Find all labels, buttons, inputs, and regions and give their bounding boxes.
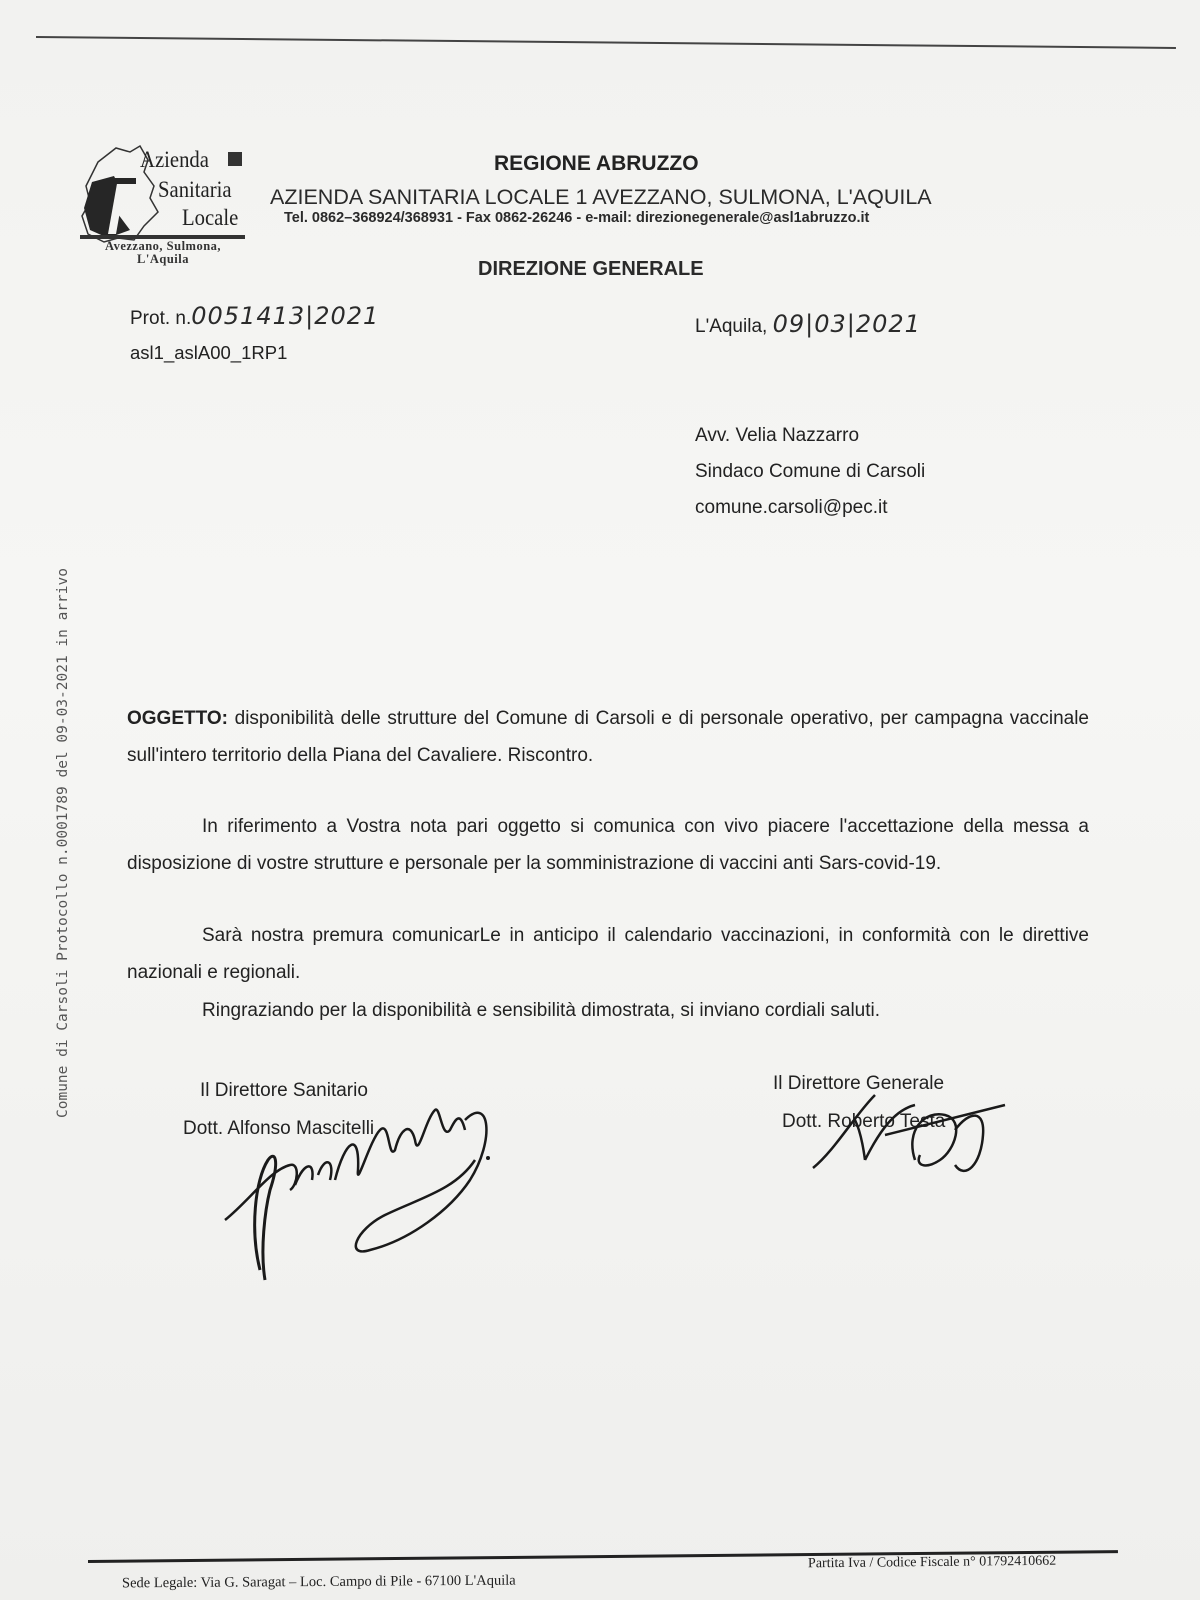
letterhead-region: REGIONE ABRUZZO [494, 152, 699, 175]
protocol-code: asl1_aslA00_1RP1 [130, 342, 288, 363]
logo-text-locale: Locale [182, 205, 239, 230]
body-paragraph: Sarà nostra premura comunicarLe in anticipo il calendario vaccinazioni, in conformità con le direttive nazionali e regionali. [127, 925, 1089, 983]
side-protocol-stamp: Comune di Carsoli Protocollo n.0001789 del 09-03-2021 in arrivo [55, 568, 71, 1118]
recipient-email: comune.carsoli@pec.it [695, 497, 888, 518]
subject-text: disponibilità delle strutture del Comune di Carsoli e di personale operativo, per campagna vaccinale sull'intero territorio della Piana del Cavaliere. Riscontro. [127, 708, 1089, 766]
protocol-number-handwritten: 0051413|2021 [191, 302, 380, 330]
protocol-label: Prot. n. [130, 308, 192, 329]
body-paragraph: Ringraziando per la disponibilità e sensibilità dimostrata, si inviano cordiali saluti. [202, 1000, 881, 1021]
recipient-name: Avv. Velia Nazzarro [695, 425, 860, 446]
date-place: L'Aquila, [695, 316, 768, 337]
logo-subtitle [78, 240, 248, 266]
asl-logo [78, 142, 258, 272]
protocol-number [130, 302, 379, 330]
left-handwritten-signature [220, 1100, 510, 1290]
logo-subtitle-line2: L'Aquila [137, 252, 189, 267]
letterhead-azienda: AZIENDA SANITARIA LOCALE 1 AVEZZANO, SULMONA, L'AQUILA [270, 185, 932, 209]
logo-text-azienda: Azienda [140, 147, 209, 172]
top-rule [36, 36, 1176, 49]
footer-vat: Partita Iva / Codice Fiscale n° 01792410662 [807, 1553, 1057, 1572]
letter-date [695, 310, 921, 338]
recipient-role: Sindaco Comune di Carsoli [695, 461, 926, 482]
subject-line [127, 700, 1089, 774]
right-handwritten-signature [805, 1090, 1015, 1200]
letterhead-contacts: Tel. 0862–368924/368931 - Fax 0862-26246 - e-mail: direzionegenerale@asl1abruzzo.it [284, 210, 870, 226]
letterhead-department: DIREZIONE GENERALE [478, 258, 704, 280]
subject-label: OGGETTO: [127, 708, 228, 729]
body-paragraph: In riferimento a Vostra nota pari oggetto si comunica con vivo piacere l'accettazione della messa a disposizione di vostre strutture e personale per la somministrazione di vaccini anti Sars-covid-19. [127, 816, 1089, 874]
logo-text-sanitaria: Sanitaria [158, 177, 232, 202]
date-handwritten: 09|03|2021 [772, 310, 921, 338]
logo-subtitle-line1: Avezzano, Sulmona, [104, 239, 222, 253]
right-signatory-title: Il Direttore Generale [773, 1073, 945, 1094]
left-signatory-name: Dott. Alfonso Mascitelli [183, 1118, 375, 1139]
footer-address: Sede Legale: Via G. Saragat – Loc. Campo di Pile - 67100 L'Aquila [121, 1572, 516, 1592]
right-signatory-name: Dott. Roberto Testa [782, 1111, 946, 1132]
left-signatory-title: Il Direttore Sanitario [200, 1080, 368, 1101]
recipient-block [695, 418, 925, 526]
